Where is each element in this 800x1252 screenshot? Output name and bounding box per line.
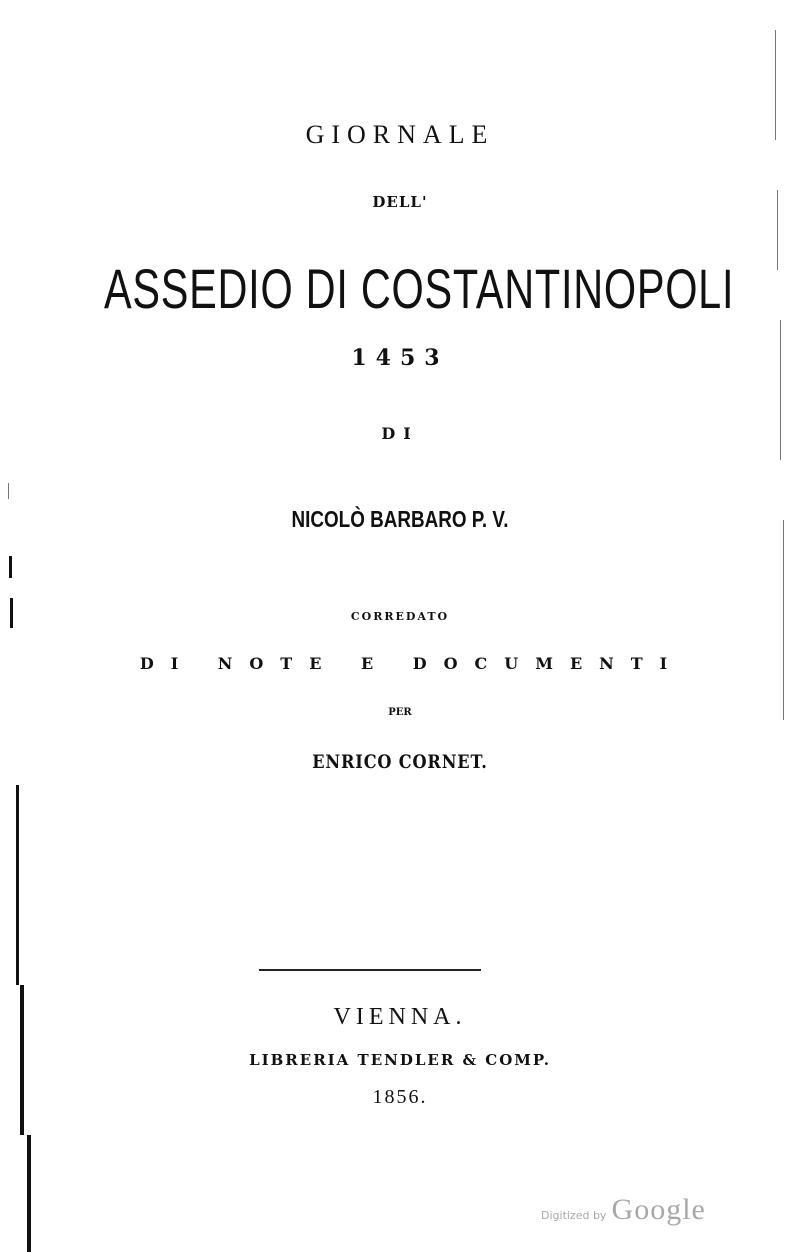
imprint-rule <box>259 969 481 971</box>
right-edge-line-3 <box>780 320 781 460</box>
corredato-label: CORREDATO <box>350 610 450 623</box>
watermark-prefix: Digitized by <box>541 1209 607 1222</box>
imprint-year: 1856. <box>372 1086 428 1108</box>
left-edge-shadow-lower <box>20 985 24 1135</box>
event-year: 1453 <box>351 345 449 371</box>
per-label: PER <box>388 707 412 718</box>
right-edge-line-4 <box>783 520 784 720</box>
left-edge-shadow-bottom <box>27 1135 31 1252</box>
right-edge-line-2 <box>777 190 778 270</box>
right-edge-line-1 <box>775 30 776 140</box>
left-edge-mark-2 <box>10 598 13 628</box>
digitized-watermark <box>541 1193 706 1227</box>
imprint-city: VIENNA. <box>333 1004 467 1030</box>
title-giornale: GIORNALE <box>305 120 495 149</box>
title-dell: DELL' <box>372 193 428 211</box>
editor-name: ENRICO CORNET. <box>312 751 488 773</box>
google-logo: Google <box>611 1193 706 1226</box>
main-title: ASSEDIO DI COSTANTINOPOLI <box>104 257 735 320</box>
left-edge-mark-3 <box>8 483 9 499</box>
by-label: DI <box>381 424 419 443</box>
author-name: NICOLÒ BARBARO P. V. <box>291 506 509 532</box>
left-edge-shadow <box>16 785 19 985</box>
notes-line: DI NOTE E DOCUMENTI <box>139 654 685 673</box>
imprint-publisher: LIBRERIA TENDLER & COMP. <box>249 1051 551 1069</box>
left-edge-mark-1 <box>9 556 12 578</box>
